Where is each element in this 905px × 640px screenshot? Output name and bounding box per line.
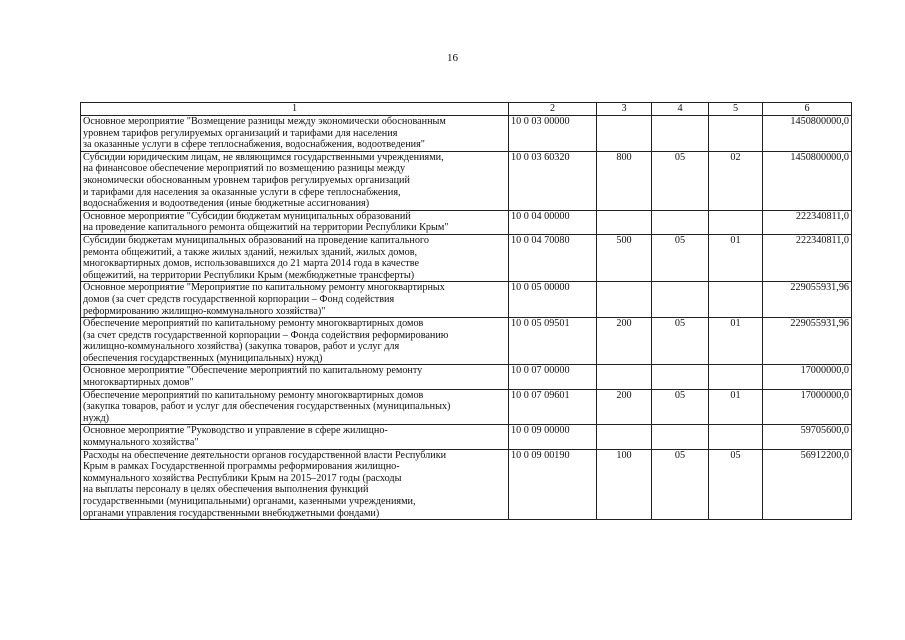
row-col4: 05 bbox=[652, 449, 709, 520]
row-col3 bbox=[597, 282, 652, 318]
row-description: Основное мероприятие "Руководство и управление в сфере жилищно- коммунального хозяйства" bbox=[81, 425, 509, 449]
row-col3: 100 bbox=[597, 449, 652, 520]
row-col4 bbox=[652, 282, 709, 318]
row-col4 bbox=[652, 365, 709, 389]
row-col5 bbox=[709, 210, 763, 234]
row-col4 bbox=[652, 116, 709, 152]
row-col5: 02 bbox=[709, 151, 763, 210]
page-number: 16 bbox=[447, 52, 458, 64]
table-body bbox=[81, 116, 852, 520]
row-col4: 05 bbox=[652, 151, 709, 210]
row-amount: 222340811,0 bbox=[763, 234, 852, 281]
row-code: 10 0 04 70080 bbox=[509, 234, 597, 281]
table-row bbox=[81, 365, 852, 389]
row-code: 10 0 05 09501 bbox=[509, 318, 597, 365]
row-description: Обеспечение мероприятий по капитальному ремонту многоквартирных домов (за счет средств государственной корпорации – Фонда содействия реформированию жилищно-коммунального хозяйства) (закупка товаров, работ и услуг для обеспечения государственных (муниципальных) нужд) bbox=[81, 318, 509, 365]
row-col5 bbox=[709, 365, 763, 389]
row-col5: 05 bbox=[709, 449, 763, 520]
row-amount: 17000000,0 bbox=[763, 389, 852, 425]
row-col4 bbox=[652, 210, 709, 234]
row-amount: 17000000,0 bbox=[763, 365, 852, 389]
row-code: 10 0 05 00000 bbox=[509, 282, 597, 318]
row-code: 10 0 09 00190 bbox=[509, 449, 597, 520]
row-col4: 05 bbox=[652, 318, 709, 365]
column-header-1: 1 bbox=[81, 103, 509, 116]
row-col3 bbox=[597, 210, 652, 234]
row-amount: 1450800000,0 bbox=[763, 116, 852, 152]
table-row bbox=[81, 234, 852, 281]
table-row bbox=[81, 151, 852, 210]
column-header-6: 6 bbox=[763, 103, 852, 116]
row-description: Основное мероприятие "Мероприятие по капитальному ремонту многоквартирных домов (за счет средств государственной корпорации – Фонд содействия реформированию жилищно-коммунального хозяйства)" bbox=[81, 282, 509, 318]
header-row bbox=[81, 103, 852, 116]
row-col3: 800 bbox=[597, 151, 652, 210]
row-description: Расходы на обеспечение деятельности органов государственной власти Республики Крым в рамках Государственной программы реформирования жилищно- коммунального хозяйства Республики Крым на 2015–2017 годы (расходы на выплаты персоналу в целях обеспечения выполнения функций государственными (муниципальными) органами, казенными учреждениями, органами управления государственными внебюджетными фондами) bbox=[81, 449, 509, 520]
row-description: Субсидии юридическим лицам, не являющимся государственными учреждениями, на финансовое обеспечение мероприятий по возмещению разницы между экономически обоснованным уровнем тарифов регулируемых организаций и тарифами для населения за оказанные услуги в сфере теплоснабжения, водоснабжения и водоотведения (иные бюджетные ассигнования) bbox=[81, 151, 509, 210]
row-col5: 01 bbox=[709, 318, 763, 365]
column-header-5: 5 bbox=[709, 103, 763, 116]
table-row bbox=[81, 210, 852, 234]
row-col3: 200 bbox=[597, 389, 652, 425]
row-code: 10 0 07 00000 bbox=[509, 365, 597, 389]
row-amount: 59705600,0 bbox=[763, 425, 852, 449]
row-col4: 05 bbox=[652, 234, 709, 281]
column-header-2: 2 bbox=[509, 103, 597, 116]
table-row bbox=[81, 318, 852, 365]
column-header-3: 3 bbox=[597, 103, 652, 116]
row-col5 bbox=[709, 425, 763, 449]
row-amount: 229055931,96 bbox=[763, 282, 852, 318]
table-row bbox=[81, 389, 852, 425]
row-col4 bbox=[652, 425, 709, 449]
row-col5: 01 bbox=[709, 389, 763, 425]
row-amount: 1450800000,0 bbox=[763, 151, 852, 210]
table-row bbox=[81, 116, 852, 152]
row-amount: 222340811,0 bbox=[763, 210, 852, 234]
row-col5 bbox=[709, 116, 763, 152]
table-row bbox=[81, 425, 852, 449]
row-col3 bbox=[597, 365, 652, 389]
row-col5: 01 bbox=[709, 234, 763, 281]
row-description: Основное мероприятие "Возмещение разницы между экономически обоснованным уровнем тарифов регулируемых организаций и тарифами для населения за оказанные услуги в сфере теплоснабжения, водоснабжения, водоотведения" bbox=[81, 116, 509, 152]
row-col3: 200 bbox=[597, 318, 652, 365]
row-col3: 500 bbox=[597, 234, 652, 281]
row-code: 10 0 09 00000 bbox=[509, 425, 597, 449]
row-description: Субсидии бюджетам муниципальных образований на проведение капитального ремонта общежитий, а также жилых зданий, нежилых зданий, жилых домов, многоквартирных домов, использовавшихся до 21 марта 2014 года в качестве общежитий, на территории Республики Крым (межбюджетные трансферты) bbox=[81, 234, 509, 281]
row-code: 10 0 03 60320 bbox=[509, 151, 597, 210]
column-header-4: 4 bbox=[652, 103, 709, 116]
table-row bbox=[81, 449, 852, 520]
row-code: 10 0 04 00000 bbox=[509, 210, 597, 234]
budget-table bbox=[80, 102, 852, 520]
row-col3 bbox=[597, 425, 652, 449]
row-description: Основное мероприятие "Обеспечение мероприятий по капитальному ремонту многоквартирных домов" bbox=[81, 365, 509, 389]
row-description: Основное мероприятие "Субсидии бюджетам муниципальных образований на проведение капитального ремонта общежитий на территории Республики Крым" bbox=[81, 210, 509, 234]
row-col5 bbox=[709, 282, 763, 318]
row-code: 10 0 07 09601 bbox=[509, 389, 597, 425]
row-amount: 229055931,96 bbox=[763, 318, 852, 365]
row-code: 10 0 03 00000 bbox=[509, 116, 597, 152]
row-col4: 05 bbox=[652, 389, 709, 425]
row-description: Обеспечение мероприятий по капитальному ремонту многоквартирных домов (закупка товаров, работ и услуг для обеспечения государственных (муниципальных) нужд) bbox=[81, 389, 509, 425]
row-col3 bbox=[597, 116, 652, 152]
table-row bbox=[81, 282, 852, 318]
row-amount: 56912200,0 bbox=[763, 449, 852, 520]
